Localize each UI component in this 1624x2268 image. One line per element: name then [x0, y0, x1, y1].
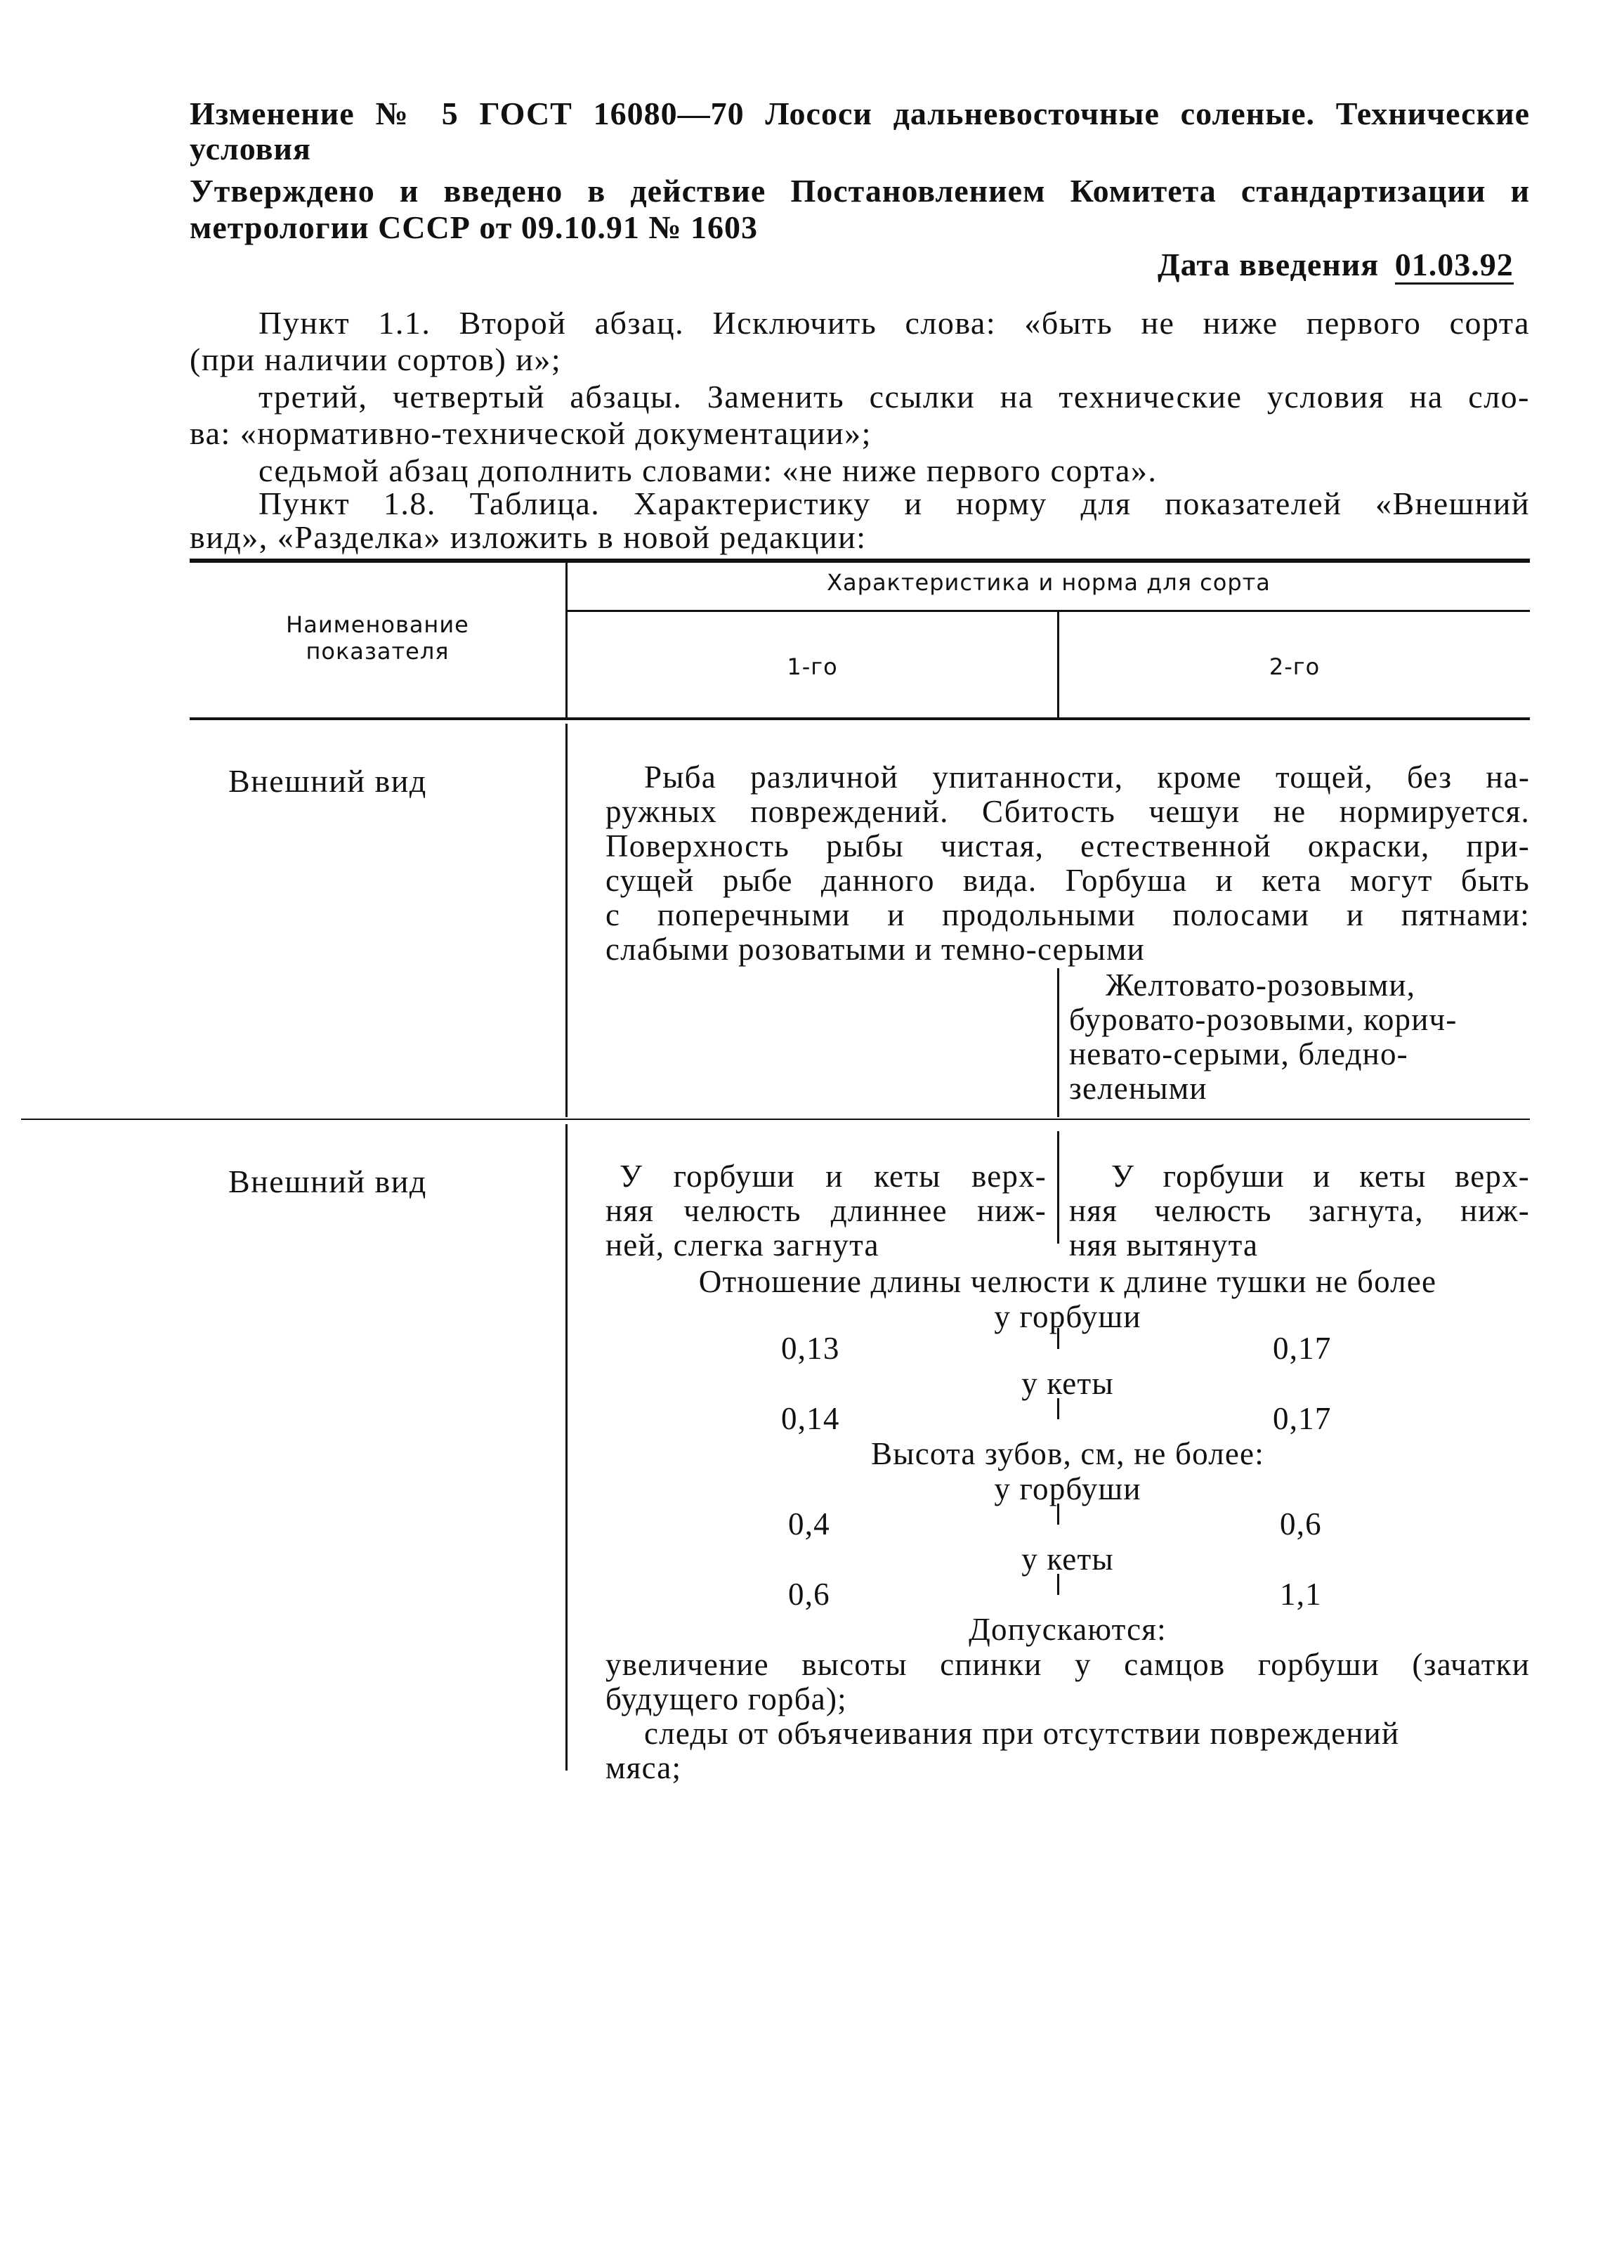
- row2-grade2-jaw-text: У горбуши и кеты верх- няя челюсть загнута, ниж- няя вытянута: [1069, 1159, 1530, 1263]
- chum-salmon-label: у кеты: [1021, 1366, 1114, 1401]
- amendment-title: Изменение № 5 ГОСТ 16080—70 Лососи дальневосточные соленые. Технические: [190, 96, 1530, 131]
- chum-salmon-label-2: у кеты: [1021, 1542, 1114, 1577]
- pink-ratio-grade1: 0,13: [781, 1331, 840, 1366]
- approval-line: Утверждено и введено в действие Постановлением Комитета стандартизации и: [190, 173, 1530, 209]
- row2-indicator-name: Внешний вид: [228, 1164, 427, 1199]
- chum-ratio-grade2: 0,17: [1273, 1401, 1332, 1436]
- paragraph-4-cont: вид», «Разделка» изложить в новой редакции:: [190, 519, 867, 555]
- amendment-title-cont: условия: [190, 131, 311, 167]
- paragraph-4: Пункт 1.8. Таблица. Характеристику и норму для показателей «Внешний: [258, 485, 1530, 521]
- effective-date-value: 01.03.92: [1395, 247, 1514, 285]
- header-grade-2: 2-го: [1269, 653, 1321, 680]
- chum-teeth-grade2: 1,1: [1280, 1577, 1322, 1612]
- allowed-title: Допускаются:: [969, 1612, 1167, 1647]
- paragraph-1-cont: (при наличии сортов) и»;: [190, 341, 562, 377]
- chum-ratio-grade1: 0,14: [781, 1401, 840, 1436]
- allowed-list: увеличение высоты спинки у самцов горбуши (зачатки будущего горба); следы от объячеивания при отсутствии повреждений мяса;: [605, 1647, 1530, 1785]
- jaw-ratio-title: Отношение длины челюсти к длине тушки не более: [698, 1264, 1437, 1299]
- row1-common-text: Рыба различной упитанности, кроме тощей, без на- ружных повреждений. Сбитость чешуи не нормируется. Поверхность рыбы чистая, естественной окраски, при- сущей рыбе данного вида. Горбуша и кета могут быть с поперечными и продольными полосами и пятнами: слабыми розоватыми и темно-серыми: [605, 760, 1530, 967]
- effective-date-label: Дата введения: [1158, 247, 1380, 282]
- table-head-bottom-rule: [190, 717, 1530, 720]
- approval-line-cont: метрологии СССР от 09.10.91 № 1603: [190, 209, 759, 245]
- paragraph-1: Пункт 1.1. Второй абзац. Исключить слова: «быть не ниже первого сорта: [258, 305, 1530, 341]
- row1-grade-divider: [1057, 968, 1059, 1117]
- paragraph-3: седьмой абзац дополнить словами: «не ниже первого сорта».: [258, 452, 1158, 488]
- paragraph-2-cont: ва: «нормативно-технической документации»;: [190, 415, 872, 451]
- tick-chum-ratio: [1057, 1398, 1059, 1419]
- pink-ratio-grade2: 0,17: [1273, 1331, 1332, 1366]
- pink-salmon-label: у горбуши: [994, 1299, 1141, 1334]
- effective-date: [1158, 246, 1514, 283]
- pink-teeth-grade1: 0,4: [788, 1506, 830, 1542]
- chum-teeth-grade1: 0,6: [788, 1577, 830, 1612]
- pink-teeth-grade2: 0,6: [1280, 1506, 1322, 1542]
- row1-indicator-name: Внешний вид: [228, 763, 427, 799]
- row1-vertical-divider: [565, 724, 568, 1117]
- table-top-rule: [190, 559, 1530, 563]
- tick-chum-teeth: [1057, 1574, 1059, 1595]
- pink-salmon-label-2: у горбуши: [994, 1471, 1141, 1506]
- header-grade-group: Характеристика и норма для сорта: [827, 569, 1271, 596]
- header-indicator-name: Наименование показателя: [286, 611, 469, 665]
- row2-vertical-divider: [565, 1124, 568, 1771]
- paragraph-2: третий, четвертый абзацы. Заменить ссылки на технические условия на сло-: [258, 379, 1530, 415]
- teeth-height-title: Высота зубов, см, не более:: [871, 1436, 1264, 1471]
- row-separator: [21, 1119, 1530, 1120]
- tick-pink-teeth: [1057, 1504, 1059, 1525]
- header-grade-1: 1-го: [787, 653, 838, 680]
- row2-grade1-jaw-text: У горбуши и кеты верх- няя челюсть длиннее ниж- ней, слегка загнута: [605, 1159, 1047, 1263]
- table-head-subrule: [565, 610, 1530, 612]
- row1-grade2-text: Желтовато-розовыми, буровато-розовыми, корич- невато-серыми, бледно- зелеными: [1069, 967, 1458, 1106]
- row2-grade-divider: [1057, 1131, 1059, 1244]
